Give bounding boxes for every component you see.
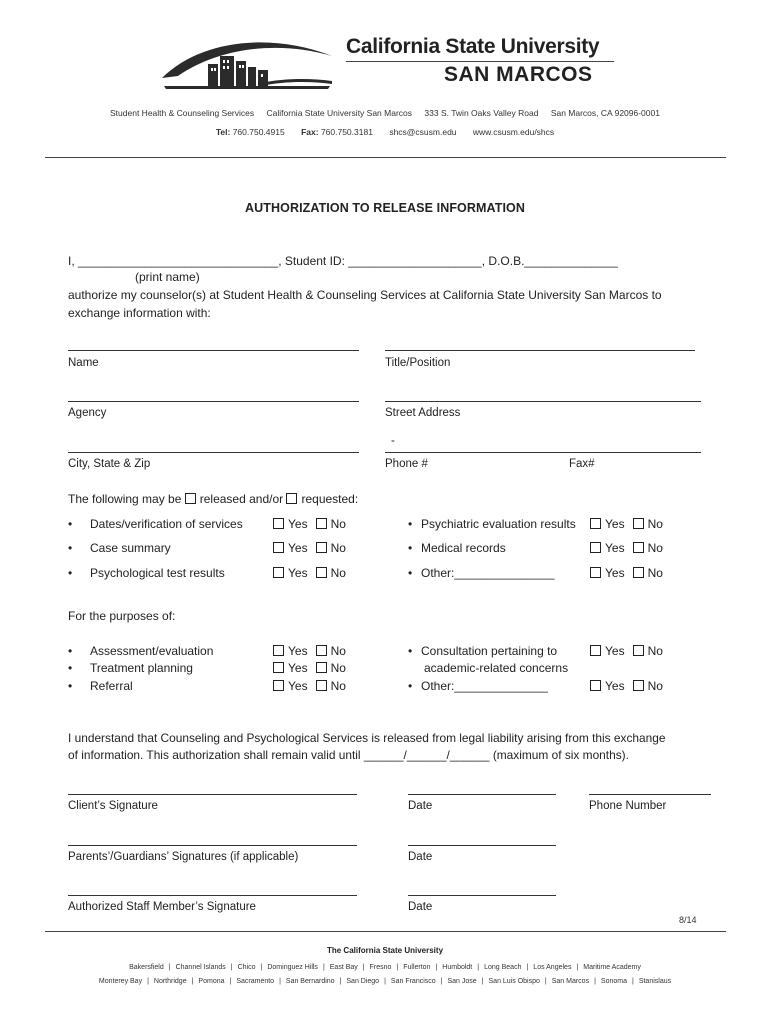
staff-signature-label: Authorized Staff Member’s Signature bbox=[68, 901, 256, 913]
footer-rule bbox=[45, 931, 726, 932]
campus-separator: | bbox=[481, 978, 484, 985]
yes-checkbox[interactable] bbox=[273, 518, 284, 529]
street-address-field-line[interactable] bbox=[385, 401, 701, 402]
yes-checkbox[interactable] bbox=[273, 542, 284, 553]
campus-separator: | bbox=[362, 964, 365, 971]
website-link[interactable]: www.csusm.edu/shcs bbox=[472, 127, 555, 137]
bullet-icon: • bbox=[408, 566, 413, 580]
campus-name-item: Long Beach bbox=[484, 964, 522, 971]
email-link[interactable]: shcs@csusm.edu bbox=[389, 127, 457, 137]
no-checkbox[interactable] bbox=[316, 567, 327, 578]
campus-name-item: Los Angeles bbox=[533, 964, 572, 971]
purpose-consultation: Consultation pertaining to bbox=[421, 644, 558, 658]
yes-checkbox[interactable] bbox=[273, 567, 284, 578]
campus-separator: | bbox=[594, 978, 596, 985]
campus-separator: | bbox=[229, 978, 232, 985]
city-state-zip: San Marcos, CA 92096-0001 bbox=[550, 108, 660, 118]
campus-separator: | bbox=[230, 964, 233, 971]
purpose-assessment: Assessment/evaluation bbox=[90, 644, 214, 658]
purpose-assessment-options: Yes No bbox=[273, 644, 346, 658]
agency-field-line[interactable] bbox=[68, 401, 359, 402]
phone-fax-field-line[interactable] bbox=[385, 452, 701, 453]
bullet-icon: • bbox=[408, 517, 413, 531]
campus-name-item: Channel Islands bbox=[175, 964, 226, 971]
revision-date: 8/14 bbox=[679, 915, 697, 925]
street-address: 333 S. Twin Oaks Valley Road bbox=[424, 108, 539, 118]
campus-separator: | bbox=[526, 964, 529, 971]
campus-name-item: San Bernardino bbox=[285, 978, 335, 985]
purpose-referral-options: Yes No bbox=[273, 679, 346, 693]
campus-name-item: San Marcos bbox=[551, 978, 590, 985]
city-state-zip-field-line[interactable] bbox=[68, 452, 359, 453]
campus-name-item: Sacramento bbox=[236, 978, 275, 985]
title-position-field-line[interactable] bbox=[385, 350, 695, 351]
parents-signature-label: Parents’/Guardians’ Signatures (if applicable) bbox=[68, 851, 299, 863]
fax: Fax: 760.750.3181 bbox=[301, 127, 373, 137]
yes-checkbox[interactable] bbox=[590, 680, 601, 691]
no-checkbox[interactable] bbox=[316, 680, 327, 691]
logo-divider bbox=[346, 61, 614, 62]
campus-separator: | bbox=[435, 964, 438, 971]
campus-name-item: Maritime Academy bbox=[583, 964, 641, 971]
agency-label: Agency bbox=[68, 407, 107, 419]
campus-name-item: San Jose bbox=[447, 978, 477, 985]
release-item-other[interactable]: Other:_______________ bbox=[421, 566, 555, 580]
no-checkbox[interactable] bbox=[316, 518, 327, 529]
title-position-label: Title/Position bbox=[385, 357, 451, 369]
no-checkbox[interactable] bbox=[633, 518, 644, 529]
bullet-icon: • bbox=[68, 644, 73, 658]
campus-separator: | bbox=[191, 978, 194, 985]
phone-number-label: Phone Number bbox=[589, 800, 667, 812]
yes-checkbox[interactable] bbox=[590, 567, 601, 578]
release-item-dates-options: Yes No bbox=[273, 517, 346, 531]
release-item-dates: Dates/verification of services bbox=[90, 517, 243, 531]
yes-checkbox[interactable] bbox=[590, 645, 601, 656]
bullet-icon: • bbox=[408, 644, 413, 658]
telephone: Tel: 760.750.4915 bbox=[215, 127, 285, 137]
university-full-name: California State University San Marcos bbox=[266, 108, 413, 118]
purpose-other-options: Yes No bbox=[590, 679, 663, 693]
street-address-label: Street Address bbox=[385, 407, 461, 419]
client-date-label: Date bbox=[408, 800, 433, 812]
intro-line: I, ______________________________, Student ID: ____________________, D.O.B.______________ bbox=[68, 254, 618, 268]
campus-separator: | bbox=[384, 978, 386, 985]
campus-separator: | bbox=[279, 978, 281, 985]
department-name: Student Health & Counseling Services bbox=[110, 108, 255, 118]
bullet-icon: • bbox=[68, 566, 73, 580]
yes-checkbox[interactable] bbox=[590, 542, 601, 553]
yes-checkbox[interactable] bbox=[273, 680, 284, 691]
yes-checkbox[interactable] bbox=[590, 518, 601, 529]
staff-date-label: Date bbox=[408, 901, 433, 913]
purpose-treatment-options: Yes No bbox=[273, 661, 346, 675]
bullet-icon: • bbox=[68, 679, 73, 693]
parents-date-label: Date bbox=[408, 851, 433, 863]
campus-name: SAN MARCOS bbox=[444, 63, 593, 86]
campus-separator: | bbox=[396, 964, 399, 971]
staff-date-line[interactable] bbox=[408, 895, 556, 896]
campus-separator: | bbox=[440, 978, 443, 985]
campus-name-item: Monterey Bay bbox=[98, 978, 143, 985]
client-signature-line[interactable] bbox=[68, 794, 357, 795]
no-checkbox[interactable] bbox=[633, 645, 644, 656]
campus-name-item: East Bay bbox=[329, 964, 358, 971]
campus-separator: | bbox=[544, 978, 547, 985]
liability-statement-cont: of information. This authorization shall remain valid until ______/______/______ (maximum of six months). bbox=[68, 748, 629, 762]
release-item-medical-options: Yes No bbox=[590, 541, 663, 555]
phone-number-line[interactable] bbox=[589, 794, 711, 795]
parents-date-line[interactable] bbox=[408, 845, 556, 846]
no-checkbox[interactable] bbox=[633, 542, 644, 553]
yes-checkbox[interactable] bbox=[273, 662, 284, 673]
contact-address-line bbox=[0, 108, 770, 118]
name-field-line[interactable] bbox=[68, 350, 359, 351]
parents-signature-line[interactable] bbox=[68, 845, 357, 846]
campus-separator: | bbox=[339, 978, 342, 985]
no-checkbox[interactable] bbox=[316, 542, 327, 553]
campus-separator: | bbox=[477, 964, 480, 971]
header-rule bbox=[45, 157, 726, 158]
bullet-icon: • bbox=[408, 679, 413, 693]
bullet-icon: • bbox=[68, 661, 73, 675]
campus-separator: | bbox=[631, 978, 634, 985]
yes-checkbox[interactable] bbox=[273, 645, 284, 656]
purpose-treatment: Treatment planning bbox=[90, 661, 193, 675]
campus-name-item: Bakersfield bbox=[129, 964, 164, 971]
purpose-referral: Referral bbox=[90, 679, 133, 693]
bullet-icon: • bbox=[68, 541, 73, 555]
campus-name-item: San Diego bbox=[346, 978, 380, 985]
release-item-case-summary-options: Yes No bbox=[273, 541, 346, 555]
release-item-medical: Medical records bbox=[421, 541, 506, 555]
campus-name-item: Dominguez Hills bbox=[267, 964, 318, 971]
purpose-other[interactable]: Other:______________ bbox=[421, 679, 548, 693]
fax-label: Fax# bbox=[569, 458, 595, 470]
client-date-line[interactable] bbox=[408, 794, 556, 795]
form-title: AUTHORIZATION TO RELEASE INFORMATION bbox=[245, 201, 525, 215]
campus-name-item: San Francisco bbox=[390, 978, 436, 985]
authorize-text: authorize my counselor(s) at Student Health & Counseling Services at California State University San Marcos to bbox=[68, 288, 662, 302]
release-item-psych-tests: Psychological test results bbox=[90, 566, 225, 580]
release-item-psychiatric-options: Yes No bbox=[590, 517, 663, 531]
purpose-consultation-options: Yes No bbox=[590, 644, 663, 658]
name-label: Name bbox=[68, 357, 99, 369]
city-state-zip-label: City, State & Zip bbox=[68, 458, 151, 470]
footer-campuses-line-2 bbox=[0, 978, 770, 985]
no-checkbox[interactable] bbox=[633, 567, 644, 578]
footer-campuses-line-1 bbox=[0, 964, 770, 971]
bullet-icon: • bbox=[408, 541, 413, 555]
release-item-psychiatric: Psychiatric evaluation results bbox=[421, 517, 576, 531]
footer-title: The California State University bbox=[326, 946, 444, 955]
phone-label: Phone # bbox=[385, 458, 428, 470]
no-checkbox[interactable] bbox=[316, 662, 327, 673]
release-item-other-options: Yes No bbox=[590, 566, 663, 580]
campus-separator: | bbox=[147, 978, 149, 985]
phone-dash: - bbox=[391, 435, 395, 447]
csusm-logo-icon bbox=[160, 34, 340, 94]
campus-separator: | bbox=[322, 964, 325, 971]
release-item-case-summary: Case summary bbox=[90, 541, 171, 555]
released-checkbox[interactable] bbox=[185, 493, 196, 504]
authorize-text-cont: exchange information with: bbox=[68, 306, 211, 320]
contact-phone-line bbox=[0, 127, 770, 137]
purposes-heading: For the purposes of: bbox=[68, 609, 176, 623]
release-instructions: The following may be released and/or requested: bbox=[68, 492, 359, 506]
campus-name-item: Stanislaus bbox=[638, 978, 672, 985]
university-name: California State University bbox=[346, 35, 600, 58]
campus-separator: | bbox=[576, 964, 579, 971]
bullet-icon: • bbox=[68, 517, 73, 531]
campus-name-item: Northridge bbox=[153, 978, 187, 985]
requested-checkbox[interactable] bbox=[286, 493, 297, 504]
campus-name-item: Chico bbox=[237, 964, 256, 971]
no-checkbox[interactable] bbox=[633, 680, 644, 691]
purpose-consultation-cont: academic-related concerns bbox=[424, 661, 569, 675]
campus-name-item: Fresno bbox=[369, 964, 392, 971]
campus-name-item: Fullerton bbox=[403, 964, 431, 971]
campus-name-item: Sonoma bbox=[600, 978, 627, 985]
liability-statement: I understand that Counseling and Psychological Services is released from legal liability arising from this exchange bbox=[68, 731, 666, 745]
campus-name-item: Pomona bbox=[198, 978, 225, 985]
campus-name-item: Humboldt bbox=[442, 964, 473, 971]
staff-signature-line[interactable] bbox=[68, 895, 357, 896]
campus-separator: | bbox=[260, 964, 263, 971]
campus-separator: | bbox=[168, 964, 171, 971]
release-item-psych-tests-options: Yes No bbox=[273, 566, 346, 580]
print-name-hint: (print name) bbox=[135, 270, 200, 284]
no-checkbox[interactable] bbox=[316, 645, 327, 656]
client-signature-label: Client’s Signature bbox=[68, 800, 158, 812]
campus-name-item: San Luis Obispo bbox=[488, 978, 540, 985]
